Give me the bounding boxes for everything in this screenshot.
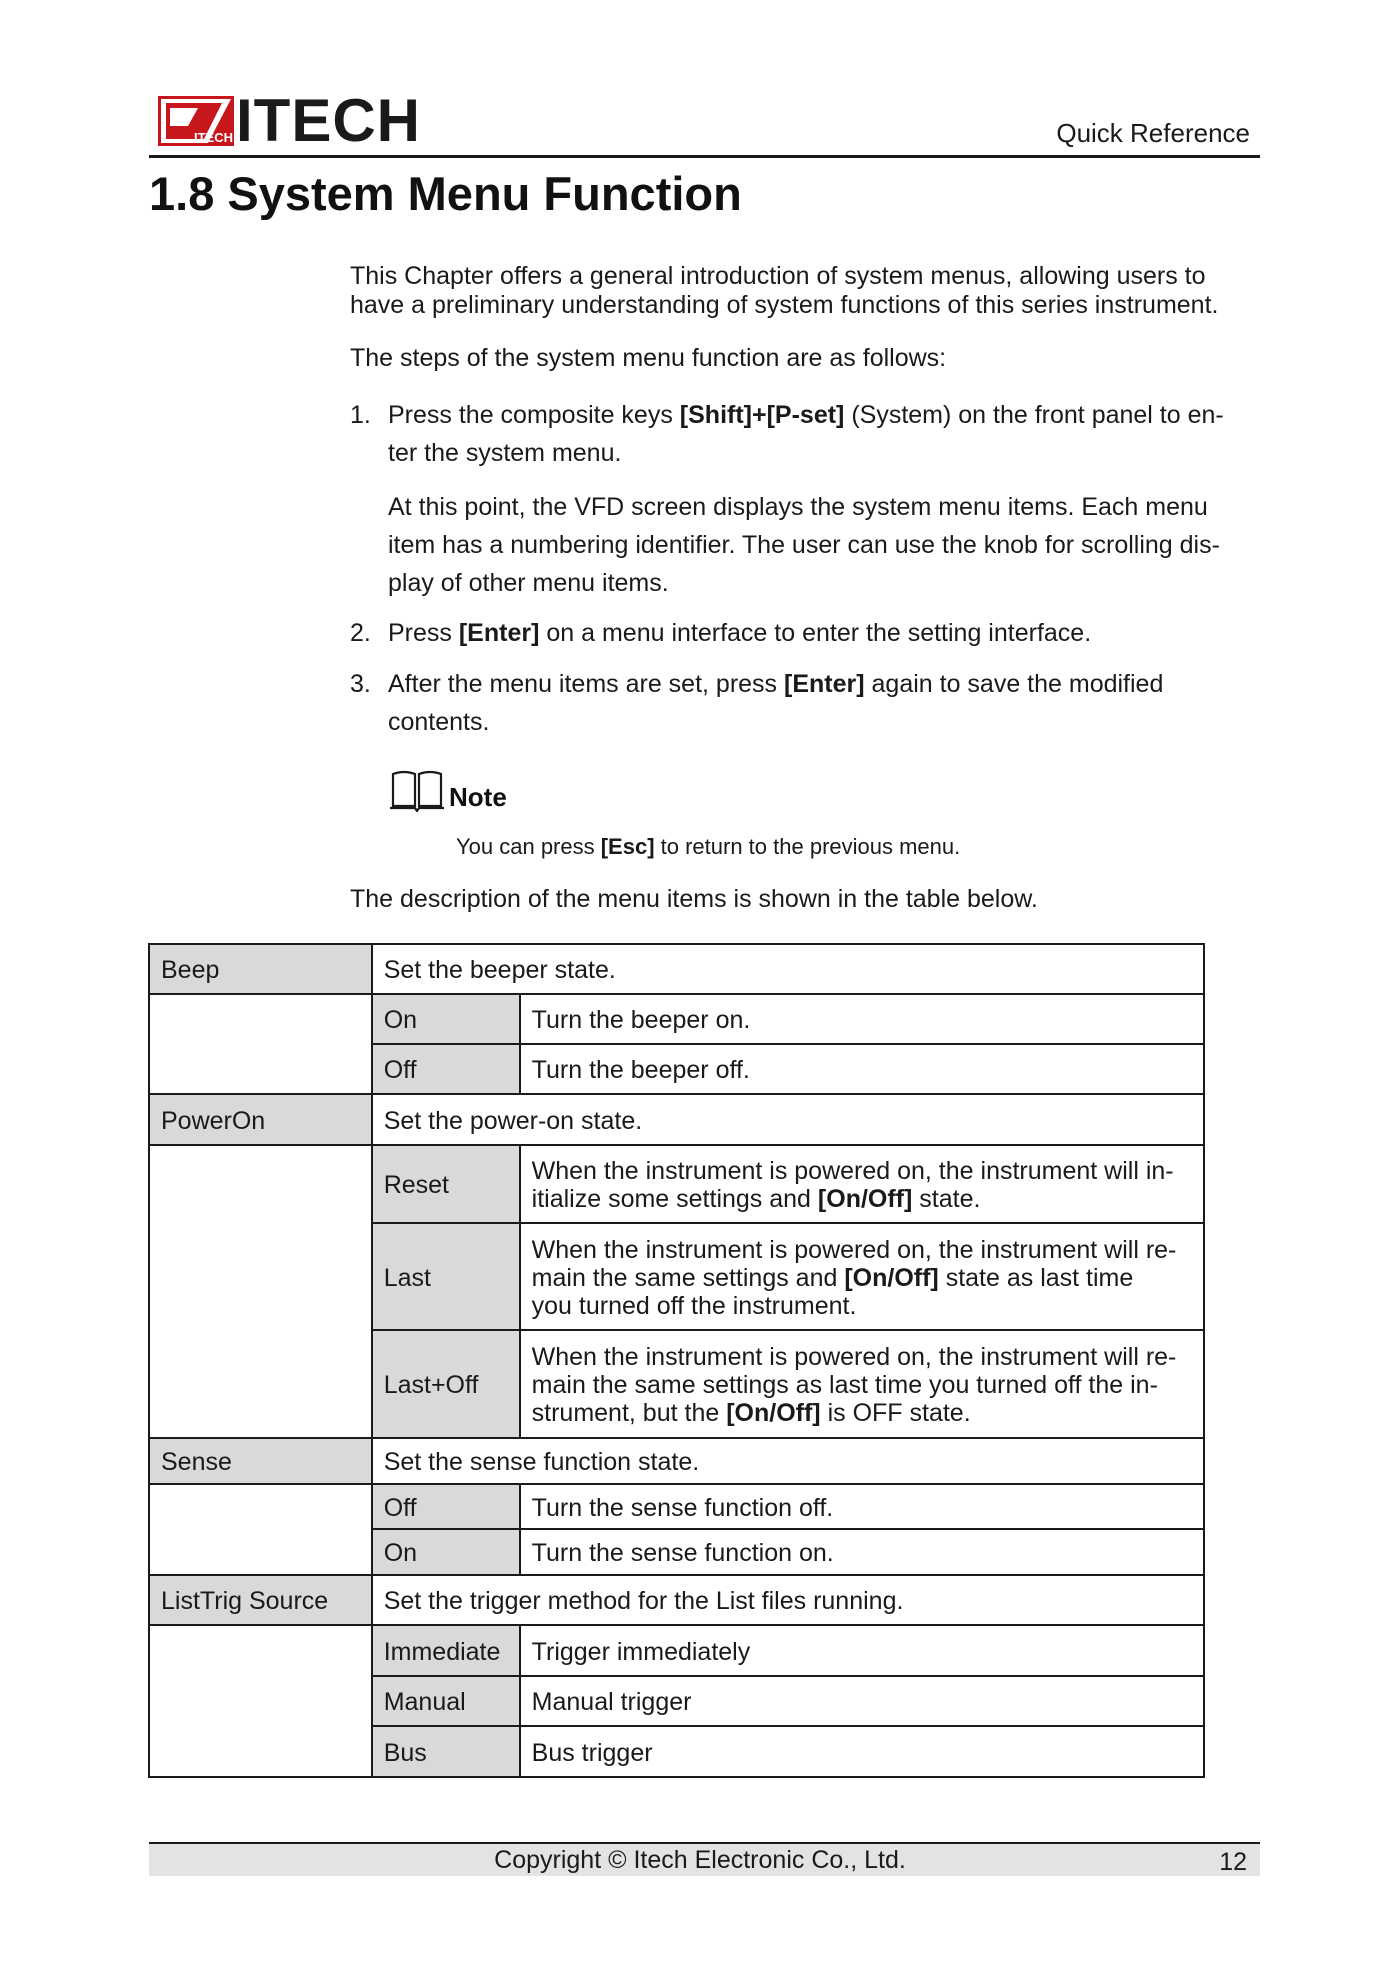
menu-item-name: Sense bbox=[149, 1438, 372, 1484]
option-desc: Turn the beeper off. bbox=[520, 1044, 1204, 1094]
step-detail: play of other menu items. bbox=[388, 569, 669, 597]
option-name: Bus bbox=[372, 1726, 520, 1777]
menu-item-name: Beep bbox=[149, 944, 372, 994]
option-name: Last+Off bbox=[372, 1330, 520, 1438]
table-row bbox=[149, 1438, 1204, 1484]
empty-cell bbox=[149, 1625, 372, 1777]
table-row bbox=[149, 944, 1204, 994]
empty-cell bbox=[149, 1484, 372, 1575]
key-on-off: [On/Off] bbox=[817, 1185, 913, 1213]
book-icon bbox=[389, 768, 445, 812]
option-name: On bbox=[372, 994, 520, 1044]
note-label: Note bbox=[449, 782, 507, 812]
logo-badge-text: ITECH bbox=[194, 130, 233, 145]
page-number: 12 bbox=[1219, 1848, 1247, 1876]
option-desc: Bus trigger bbox=[520, 1726, 1204, 1777]
copyright-text: Copyright © Itech Electronic Co., Ltd. bbox=[494, 1846, 906, 1874]
step-detail: At this point, the VFD screen displays the system menu items. Each menu bbox=[388, 493, 1208, 521]
menu-item-name: PowerOn bbox=[149, 1094, 372, 1145]
table-intro: The description of the menu items is shown in the table below. bbox=[350, 885, 1038, 913]
document-type: Quick Reference bbox=[1056, 118, 1250, 148]
option-desc: Trigger immediately bbox=[520, 1625, 1204, 1676]
menu-items-table bbox=[148, 943, 1205, 1778]
option-desc: When the instrument is powered on, the instrument will re- main the same settings and [On/Off] state as last time you turned off the instrument. bbox=[520, 1223, 1204, 1330]
option-desc: Manual trigger bbox=[520, 1676, 1204, 1726]
key-enter: [Enter] bbox=[458, 619, 540, 647]
key-on-off: [On/Off] bbox=[844, 1263, 939, 1292]
step-number: 3. bbox=[350, 670, 371, 698]
header-divider bbox=[149, 155, 1260, 158]
table-row bbox=[149, 1484, 1204, 1529]
key-enter: [Enter] bbox=[784, 670, 865, 698]
menu-item-desc: Set the power-on state. bbox=[372, 1094, 1204, 1145]
step-text: Press the composite keys [Shift]+[P-set] (System) on the front panel to en- bbox=[388, 401, 1224, 429]
page-title: 1.8 System Menu Function bbox=[149, 167, 742, 220]
intro-line: This Chapter offers a general introduction of system menus, allowing users to bbox=[350, 262, 1206, 290]
key-on-off: [On/Off] bbox=[726, 1399, 821, 1427]
table-row bbox=[149, 994, 1204, 1044]
table-row bbox=[149, 1094, 1204, 1145]
step-text: After the menu items are set, press [Enter] again to save the modified bbox=[388, 670, 1164, 698]
table-row bbox=[149, 1625, 1204, 1676]
steps-intro: The steps of the system menu function are as follows: bbox=[350, 344, 947, 372]
menu-item-desc: Set the trigger method for the List files running. bbox=[372, 1575, 1204, 1625]
option-name: Off bbox=[372, 1484, 520, 1529]
option-desc: Turn the beeper on. bbox=[520, 994, 1204, 1044]
note-text: You can press [Esc] to return to the previous menu. bbox=[456, 834, 961, 859]
intro-paragraph bbox=[350, 262, 1250, 320]
logo-wordmark: ITECH bbox=[236, 87, 421, 154]
menu-item-name: ListTrig Source bbox=[149, 1575, 372, 1625]
empty-cell bbox=[149, 994, 372, 1094]
note-heading bbox=[389, 768, 507, 812]
step-detail: item has a numbering identifier. The user can use the knob for scrolling dis- bbox=[388, 531, 1220, 559]
option-name: Last bbox=[372, 1223, 520, 1330]
empty-cell bbox=[149, 1145, 372, 1438]
option-name: Manual bbox=[372, 1676, 520, 1726]
table-row bbox=[149, 1575, 1204, 1625]
key-esc: [Esc] bbox=[600, 834, 655, 859]
itech-logo bbox=[158, 87, 421, 154]
option-name: Immediate bbox=[372, 1625, 520, 1676]
option-desc: Turn the sense function off. bbox=[520, 1484, 1204, 1529]
intro-line: have a preliminary understanding of system functions of this series instrument. bbox=[350, 291, 1219, 319]
step-text: Press [Enter] on a menu interface to enter the setting interface. bbox=[388, 619, 1092, 647]
option-name: Reset bbox=[372, 1145, 520, 1223]
logo-badge-icon bbox=[158, 96, 234, 146]
table-row bbox=[149, 1145, 1204, 1223]
option-name: Off bbox=[372, 1044, 520, 1094]
option-desc: Turn the sense function on. bbox=[520, 1529, 1204, 1575]
option-desc: When the instrument is powered on, the instrument will in- itialize some settings and [On/Off] state. bbox=[520, 1145, 1204, 1223]
step-number: 1. bbox=[350, 401, 371, 429]
step-text: contents. bbox=[388, 708, 490, 736]
menu-item-desc: Set the beeper state. bbox=[372, 944, 1204, 994]
option-name: On bbox=[372, 1529, 520, 1575]
option-desc: When the instrument is powered on, the instrument will re- main the same settings as last time you turned off the in- strument, but the [On/Off] is OFF state. bbox=[520, 1330, 1204, 1438]
key-shift-pset: [Shift]+[P-set] bbox=[679, 401, 845, 429]
step-text: ter the system menu. bbox=[388, 439, 622, 467]
menu-item-desc: Set the sense function state. bbox=[372, 1438, 1204, 1484]
step-number: 2. bbox=[350, 619, 371, 647]
